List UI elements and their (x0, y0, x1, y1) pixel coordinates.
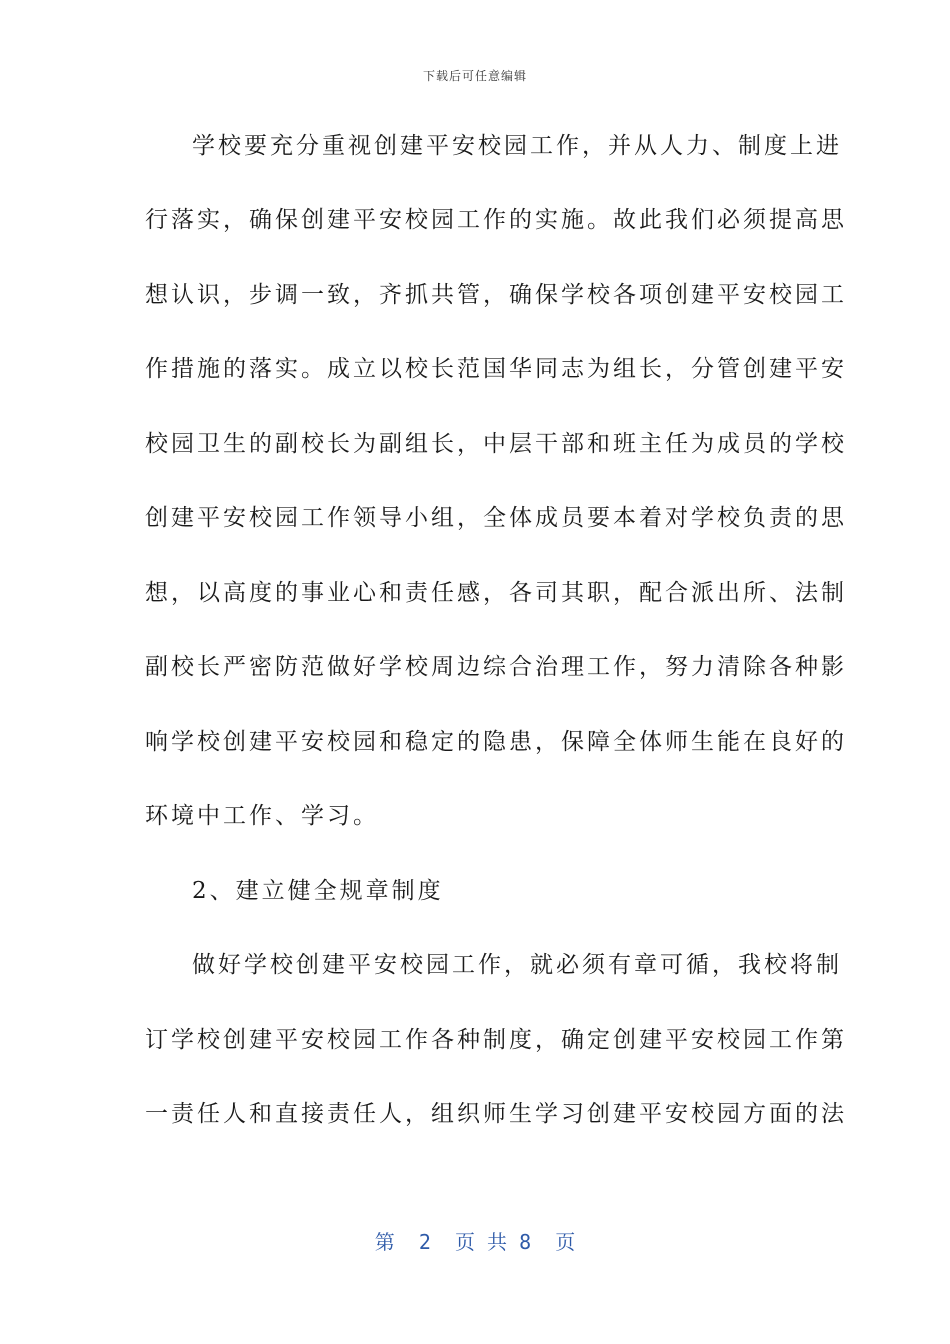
paragraph-line: 想认识，步调一致，齐抓共管，确保学校各项创建平安校园工 (145, 282, 847, 308)
paragraph-line: 一责任人和直接责任人，组织师生学习创建平安校园方面的法 (145, 1101, 847, 1127)
paragraph-line: 校园卫生的副校长为副组长，中层干部和班主任为成员的学校 (145, 431, 847, 457)
paragraph-line: 学校要充分重视创建平安校园工作，并从人力、制度上进 (192, 133, 842, 159)
header-note: 下载后可任意编辑 (422, 69, 527, 83)
paragraph-line: 行落实，确保创建平安校园工作的实施。故此我们必须提高思 (145, 207, 847, 233)
section-heading: 2、建立健全规章制度 (192, 878, 444, 904)
paragraph-line: 作措施的落实。成立以校长范国华同志为组长，分管创建平安 (145, 356, 847, 382)
paragraph-line: 创建平安校园工作领导小组，全体成员要本着对学校负责的思 (145, 505, 847, 531)
paragraph-line: 做好学校创建平安校园工作，就必须有章可循，我校将制 (192, 952, 842, 978)
paragraph-line: 订学校创建平安校园工作各种制度，确定创建平安校园工作第 (145, 1027, 847, 1053)
page-number: 第 2 页 共 8 页 (374, 1230, 576, 1254)
paragraph-line: 想，以高度的事业心和责任感，各司其职，配合派出所、法制 (145, 580, 847, 606)
paragraph-line: 副校长严密防范做好学校周边综合治理工作，努力清除各种影 (145, 654, 847, 680)
paragraph-line: 响学校创建平安校园和稳定的隐患，保障全体师生能在良好的 (145, 729, 847, 755)
paragraph-line: 环境中工作、学习。 (145, 803, 379, 829)
